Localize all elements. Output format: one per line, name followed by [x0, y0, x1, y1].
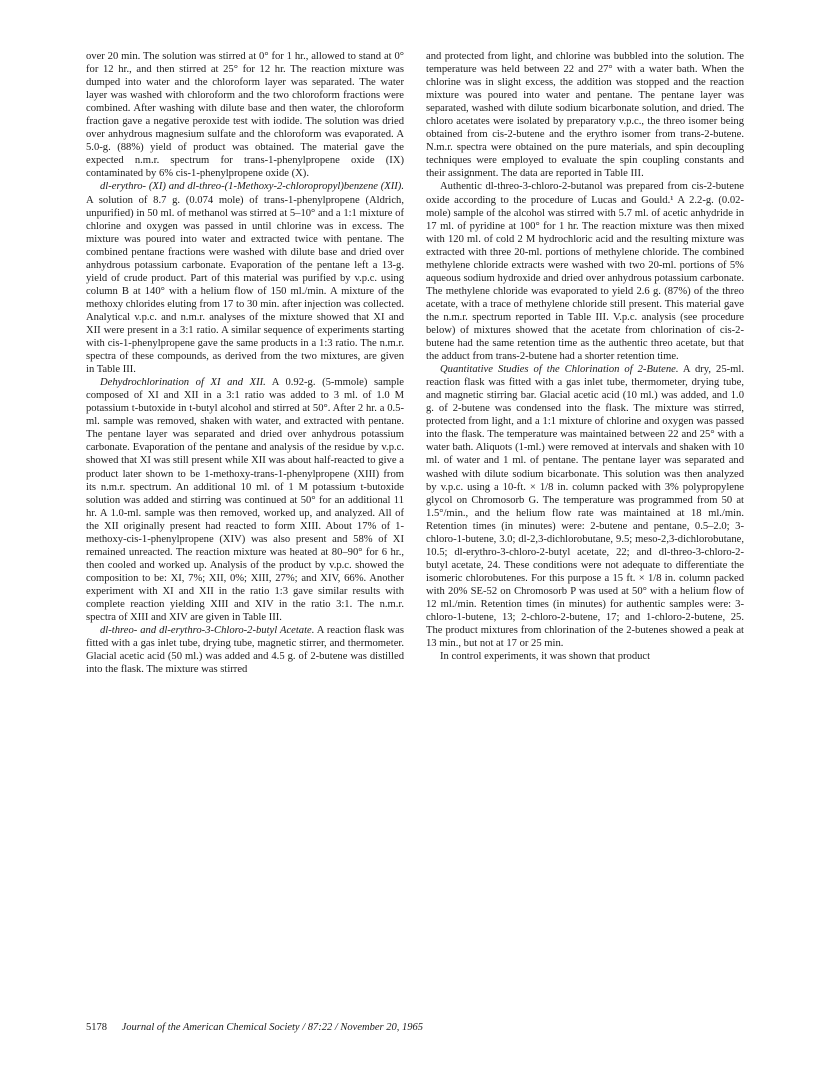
- paragraph: [426, 363, 744, 650]
- section-heading: Quantitative Studies of the Chlorination of 2-Butene.: [440, 364, 679, 376]
- paragraph: [86, 180, 404, 376]
- journal-citation: Journal of the American Chemical Society / 87:22 / November 20, 1965: [121, 1022, 423, 1033]
- paragraph-text: In control experiments, it was shown that product: [440, 651, 651, 663]
- page-footer: [86, 1022, 423, 1033]
- paragraph-text: A solution of 8.7 g. (0.074 mole) of trans-1-phenylpropene (Aldrich, unpurified) in 50 ml. of methanol was stirred at 5–10° and a 1:1 mixture of chlorine and oxygen was passed in until chlorine was in excess. The mixture was poured into water and extracted twice with pentane. The combined pentane fractions were washed with dilute base and dried over anhydrous potassium carbonate. Evaporation of the pentane left a 13-g. yield of crude product. Part of this material was purified by v.p.c. using column B at 140° with a helium flow of 150 ml./min. A mixture of the methoxy chlorides eluting from 17 to 30 min. after injection was collected. Analytical v.p.c. and n.m.r. analyses of the mixture showed that XI and XII were present in a 3:1 ratio. A similar sequence of experiments starting with cis-1-phenylpropene gave the same products in a 1:3 ratio. The n.m.r. spectra of these compounds, as derived from the two mixtures, are given in Table III.: [86, 194, 404, 376]
- paragraph-text: A 0.92-g. (5-mmole) sample composed of XI and XII in a 3:1 ratio was added to 3 ml. of 1.0 M potassium t-butoxide in t-butyl alcohol and stirred at 50°. After 2 hr. a 0.5-ml. sample was removed, shaken with water, and extracted with pentane. The pentane layer was separated and dried over anhydrous potassium carbonate. Evaporation of the pentane and analysis of the residue by v.p.c. showed that XI was still present while XII was about half-reacted to give a product later shown to be 1-methoxy-trans-1-phenylpropene (XIII) from its n.m.r. spectrum. An additional 10 ml. of 1 M potassium t-butoxide solution was added and stirring was continued at 50° for an additional 11 hr. A 1.0-ml. sample was then removed, worked up, and analyzed. All of the XII originally present had reacted to form XIII. About 17% of 1-methoxy-cis-1-phenylpropene (XIV) was also present and 58% of XI remained unreacted. The reaction mixture was heated at 80–90° for 6 hr., then cooled and worked up. Analysis of the product by v.p.c. showed the composition to be: XI, 7%; XII, 0%; XIII, 27%; and XIV, 66%. Another experiment with XI and XII in the ratio 1:3 gave similar results with complete reaction yielding XIII and XIV in the ratio 3:1. The n.m.r. spectra of XIII and XIV are given in Table III.: [86, 377, 404, 624]
- paragraph: [426, 650, 744, 663]
- section-heading: dl-threo- and dl-erythro-3-Chloro-2-butyl Acetate.: [100, 625, 315, 637]
- section-heading: dl-erythro- (XI) and dl-threo-(1-Methoxy-2-chloropropyl)benzene (XII).: [100, 181, 404, 193]
- paragraph-text: A dry, 25-ml. reaction flask was fitted with a gas inlet tube, thermometer, drying tube, and magnetic stirring bar. Glacial acetic acid (10 ml.) was added, and 1.0 g. of 2-butene was condensed into the flask. The mixture was stirred, protected from light, and a 1:1 mixture of chlorine and oxygen was passed into the flask. The temperature was maintained between 22 and 25° with a water bath. Aliquots (1-ml.) were removed at intervals and shaken with 10 ml. of water and 1 ml. of pentane. The pentane layer was separated and washed with dilute sodium bicarbonate. This solution was then analyzed by v.p.c. using a 10-ft. × 1/8 in. column packed with 3% polypropylene glycol on Chromosorb G. The temperature was programmed from 50 at 1.5°/min., and the helium flow rate was maintained at 18 ml./min. Retention times (in minutes) were: 2-butene and pentane, 0.5–2.0; 3-chloro-1-butene, 3.0; dl-2,3-dichlorobutane, 9.5; meso-2,3-dichlorobutane, 10.5; dl-erythro-3-chloro-2-butyl acetate, 22; and dl-threo-3-chloro-2-butyl acetate, 24. These conditions were not adequate to differentiate the isomeric chlorobutenes. For this purpose a 15 ft. × 1/8 in. column packed with 20% SE-52 on Chromosorb P was used at 50° with a helium flow of 12 ml./min. Retention times (in minutes) for authentic samples were: 3-chloro-1-butene, 13; 2-chloro-2-butene, 17; and 1-chloro-2-butene, 25. The product mixtures from chlorination of the 2-butenes showed a peak at 13 min., but not at 17 or 25 min.: [426, 364, 744, 650]
- paragraph: [426, 50, 744, 180]
- section-heading: Dehydrochlorination of XI and XII.: [100, 377, 266, 389]
- left-column: [86, 50, 404, 676]
- paragraph-text: A reaction flask was fitted with a gas inlet tube, drying tube, magnetic stirrer, and thermometer. Glacial acetic acid (50 ml.) was added and 4.5 g. of 2-butene was distilled into the flask. The mixture was stirred: [86, 625, 404, 676]
- paragraph-text: Authentic dl-threo-3-chloro-2-butanol was prepared from cis-2-butene oxide according to the procedure of Lucas and Gould.¹ A 2.2-g. (0.02-mole) sample of the alcohol was stirred with 5.7 ml. of acetic anhydride in 17 ml. of pyridine at 100° for 1 hr. The reaction mixture was then mixed with 120 ml. of cold 2 M hydrochloric acid and the resulting mixture was extracted with three 20-ml. portions of methylene chloride. The combined methylene chloride extracts were washed with two 20-ml. portions of 5% aqueous sodium hydroxide and dried over anhydrous potassium carbonate. The methylene chloride was evaporated to yield 2.6 g. (87%) of the threo acetate, with a trace of methylene chloride still present. This material gave the n.m.r. spectrum reported in Table III. V.p.c. analysis (see procedure below) of mixtures showed that the acetate from chlorination of cis-2-butene had the same retention time as the authentic threo acetate, but that the adduct from trans-2-butene had a shorter retention time.: [426, 181, 744, 363]
- paragraph: [86, 376, 404, 624]
- paragraph: [86, 624, 404, 676]
- paragraph-text: and protected from light, and chlorine was bubbled into the solution. The temperature was held between 22 and 27° with a water bath. When the chlorine was in slight excess, the addition was stopped and the reaction mixture was poured into water and pentane. The pentane layer was separated, washed with dilute sodium bicarbonate solution, and dried. The chloro acetates were isolated by preparatory v.p.c., the threo isomer being obtained from cis-2-butene and the erythro isomer from trans-2-butene. N.m.r. spectra were obtained on the pure materials, and spin decoupling techniques were employed to evaluate the spin coupling constants and their assignment. The data are reported in Table III.: [426, 51, 744, 180]
- right-column: [426, 50, 744, 663]
- paragraph-text: over 20 min. The solution was stirred at 0° for 1 hr., allowed to stand at 0° for 12 hr., and then stirred at 25° for 12 hr. The reaction mixture was dumped into water and the chloroform layer was separated. The water layer was washed with chloroform and the two chloroform fractions were combined. After washing with dilute base and then water, the chloroform fraction gave a negative peroxide test with iodide. The solution was dried over anhydrous magnesium sulfate and the chloroform was evaporated. A 5.0-g. (88%) yield of product was obtained. The material gave the expected n.m.r. spectrum for trans-1-phenylpropene oxide (IX) contaminated by 6% cis-1-phenylpropene oxide (X).: [86, 51, 404, 180]
- paragraph: [86, 50, 404, 180]
- page-number: 5178: [86, 1022, 107, 1033]
- paragraph: [426, 180, 744, 363]
